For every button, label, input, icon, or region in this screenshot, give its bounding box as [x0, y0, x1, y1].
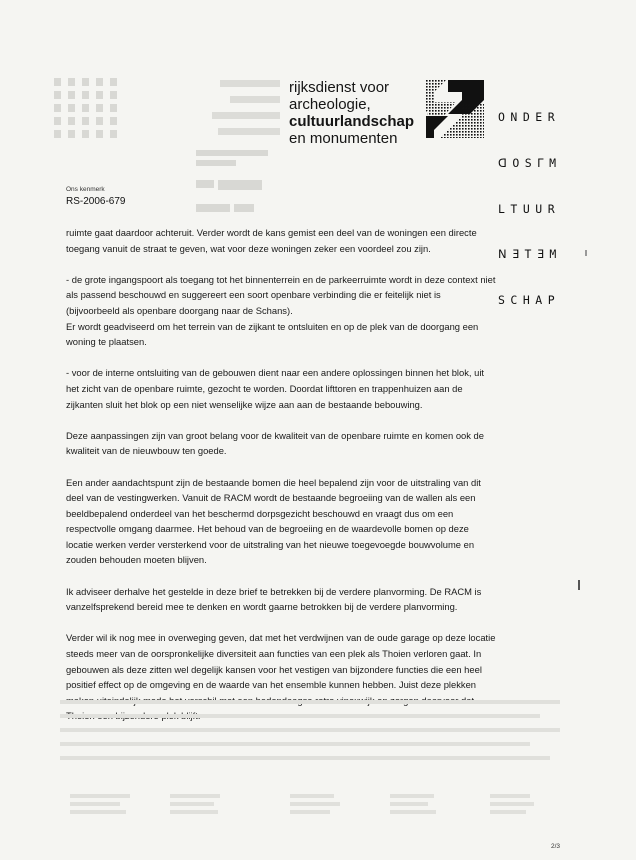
- ghost-header-text: [200, 78, 284, 140]
- ghost-logo-text-icon: [54, 78, 134, 140]
- paragraph-4: - voor de interne ontsluiting van de gebouwen dient naar een andere oplossingen binnen het blok, uit het zicht van de openbare ruimte, gezocht te worden. Doordat lifttoren en trappenhuizen aan de zijkanten sluit het blok op een niet wenselijke wijze aan aan de bestaande bebouwing.: [66, 367, 485, 410]
- paragraph-3: Er wordt geadviseerd om het terrein van de zijkant te ontsluiten en op de plek van de doorgang een woning te plaatsen.: [66, 320, 479, 348]
- ghost-address-block: [196, 150, 306, 230]
- scan-edge-mark: [585, 250, 587, 256]
- agency-line-2: archeologie,: [289, 96, 371, 113]
- ghost-logo-left: [54, 78, 134, 144]
- logo-row-2: ꓷOSᒥM: [498, 156, 562, 171]
- agency-line-4: en monumenten: [289, 130, 398, 147]
- reference-number: RS-2006-679: [66, 196, 126, 207]
- paragraph-6: Een ander aandachtspunt zijn de bestaande bomen die heel bepalend zijn voor de uitstraling van dit deel van de vestingwerken. Vanuit de RACM wordt de bestaande begroeiing van de wallen als een beeldbepalend onderdeel van het beschermd dorpsgezicht beschouwd en vraagt dus om een respectvolle omgang daarmee. Het behoud van de begroeiing en de waardevolle bomen op deze locatie werken verder versterkend voor de uitstraling van het nieuwe toegevoegde bouwvolume en zouden behouden moeten blijven.: [66, 476, 481, 566]
- page-number: 2/3: [551, 843, 561, 850]
- logo-row-1: ONDER: [498, 110, 561, 125]
- paragraph-1: ruimte gaat daardoor achteruit. Verder wordt de kans gemist een deel van de woningen een directe toegang vanuit de straat te geven, wat voor deze woningen zeker een voordeel zou zijn.: [66, 227, 477, 254]
- racm-logo-icon: [426, 80, 484, 138]
- logo-wordmark: [498, 80, 562, 338]
- agency-line-1: rijksdienst voor: [289, 79, 390, 96]
- paragraph-7: Ik adviseer derhalve het gestelde in deze brief te betrekken bij de verdere planvorming. De RACM is vanzelfsprekend bereid mee te denken en wordt gaarne betrokken bij de verdere planvorming.: [66, 585, 482, 613]
- letter-body: [66, 225, 496, 740]
- paragraph-8: Verder wil ik nog mee in overweging geven, dat met het verdwijnen van de oude garage op deze locatie steeds meer van de oorspronkelijke diversiteit aan functies van een plek als Thoien verloren gaat. In gebouwen als deze zitten wel degelijk kansen voor het vestigen van bijzondere functies die een heel positief effect op de omgeving en de waarde van het ensemble kunnen hebben. Juist deze plekken: [66, 632, 496, 691]
- logo-row-4: ꓠƎTƎM: [498, 247, 562, 262]
- paragraph-5: Deze aanpassingen zijn van groot belang voor de kwaliteit van de openbare ruimte en komen ook de kwaliteit van de nieuwbouw ten goede.: [66, 429, 484, 457]
- paragraph-2: - de grote ingangspoort als toegang tot het binnenterrein en de parkeerruimte wordt in deze context niet als passend beschouwd en suggereert een soort openbare verbinding die er feitelijk niet is (bijvoorbeeld als openbare doorgang naar de Schans).: [66, 273, 496, 316]
- reference-block: [66, 186, 125, 207]
- ghost-footer-text: [60, 700, 580, 830]
- logo-row-3: LTUUR: [498, 201, 561, 216]
- agency-line-3: cultuurlandschap: [289, 113, 415, 130]
- scan-edge-mark: [578, 580, 580, 590]
- logo-row-5: SCHAP: [498, 292, 561, 307]
- reference-label: Ons kenmerk: [66, 186, 105, 193]
- agency-name: [289, 79, 429, 147]
